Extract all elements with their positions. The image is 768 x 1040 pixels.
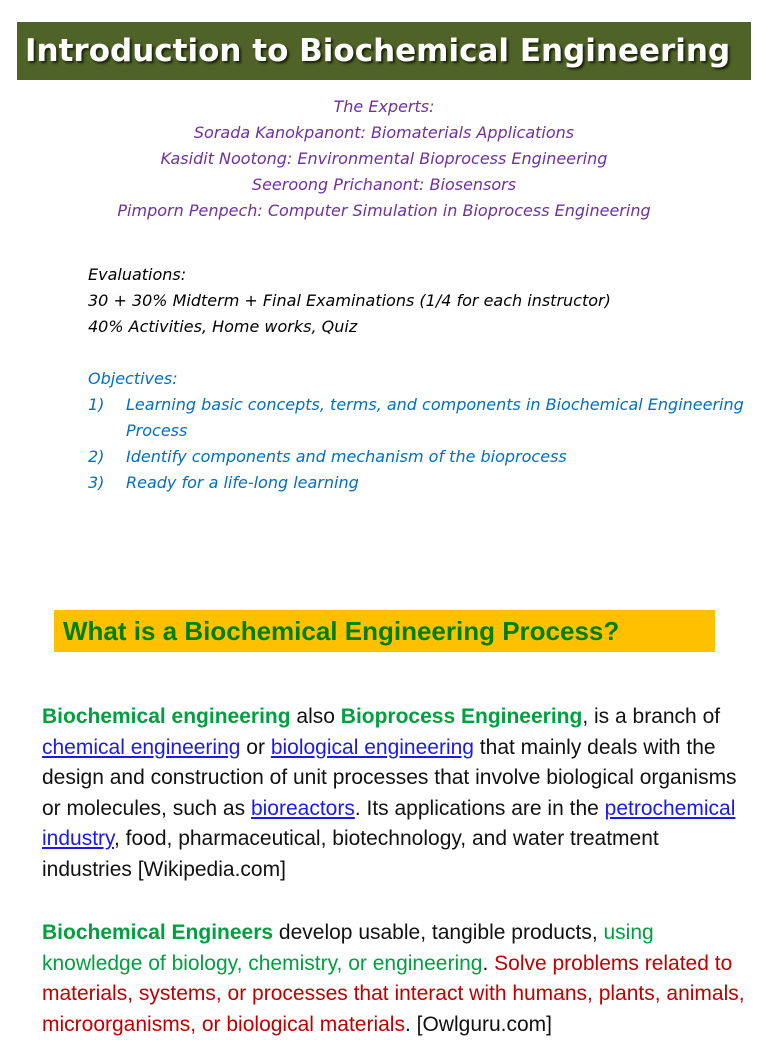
highlight-problems: Solve problems related to materials, systems, or processes that interact with humans, plants, animals, microorganisms, or biological materials <box>42 951 745 1036</box>
link-chemical-engineering[interactable]: chemical engineering <box>42 735 241 759</box>
paragraph-text: also <box>290 705 341 728</box>
paragraph-text: . [Owlguru.com] <box>404 1012 553 1036</box>
evaluations-section <box>88 262 748 340</box>
engineers-paragraph <box>42 918 754 1040</box>
link-bioreactors[interactable]: bioreactors <box>250 796 355 820</box>
objective-number: 3) <box>88 473 105 492</box>
definition-paragraph <box>42 702 754 886</box>
objective-item <box>88 444 748 470</box>
objectives-section <box>88 366 748 496</box>
objective-text: Ready for a life-long learning <box>126 473 359 492</box>
term-biochemical-engineering: Biochemical engineering <box>42 705 291 728</box>
objective-item <box>88 392 748 444</box>
evaluations-heading: Evaluations: <box>88 265 187 284</box>
objectives-heading: Objectives: <box>88 369 178 388</box>
highlight-knowledge: using knowledge of biology, chemistry, or engineering <box>42 921 654 975</box>
experts-section <box>0 94 768 224</box>
paragraph-text: , is a branch of <box>582 705 721 728</box>
paragraph-text: or <box>240 735 271 759</box>
objective-text: Identify components and mechanism of the bioprocess <box>126 447 567 466</box>
paragraph-text: , food, pharmaceutical, biotechnology, and water treatment industries [Wikipedia.com] <box>42 827 659 881</box>
objective-number: 2) <box>88 447 105 466</box>
term-bioprocess-engineering: Bioprocess Engineering <box>340 705 583 728</box>
expert-item: Pimporn Penpech: Computer Simulation in Bioprocess Engineering <box>117 201 651 220</box>
link-biological-engineering[interactable]: biological engineering <box>270 735 474 759</box>
experts-heading: The Experts: <box>333 97 435 116</box>
paragraph-text: that mainly deals with the design and construction of unit processes that involve biological organisms or molecules, such as <box>42 735 737 820</box>
objective-item <box>88 470 748 496</box>
paragraph-text: . Its applications are in the <box>354 796 605 820</box>
expert-item: Sorada Kanokpanont: Biomaterials Applications <box>193 123 575 142</box>
section-heading: What is a Biochemical Engineering Process? <box>54 610 715 652</box>
paragraph-text: . <box>482 951 495 975</box>
expert-item: Seeroong Prichanont: Biosensors <box>251 175 517 194</box>
evaluation-line: 40% Activities, Home works, Quiz <box>88 317 358 336</box>
paragraph-text: develop usable, tangible products, <box>273 921 604 944</box>
link-petrochemical-industry[interactable]: petrochemical industry <box>42 796 736 851</box>
evaluation-line: 30 + 30% Midterm + Final Examinations (1/4 for each instructor) <box>88 291 611 310</box>
term-biochemical-engineers: Biochemical Engineers <box>42 921 274 944</box>
expert-item: Kasidit Nootong: Environmental Bioprocess Engineering <box>160 149 608 168</box>
objective-number: 1) <box>88 395 105 414</box>
objective-text: Learning basic concepts, terms, and components in Biochemical Engineering Process <box>126 395 744 440</box>
page-title: Introduction to Biochemical Engineering <box>17 22 751 80</box>
